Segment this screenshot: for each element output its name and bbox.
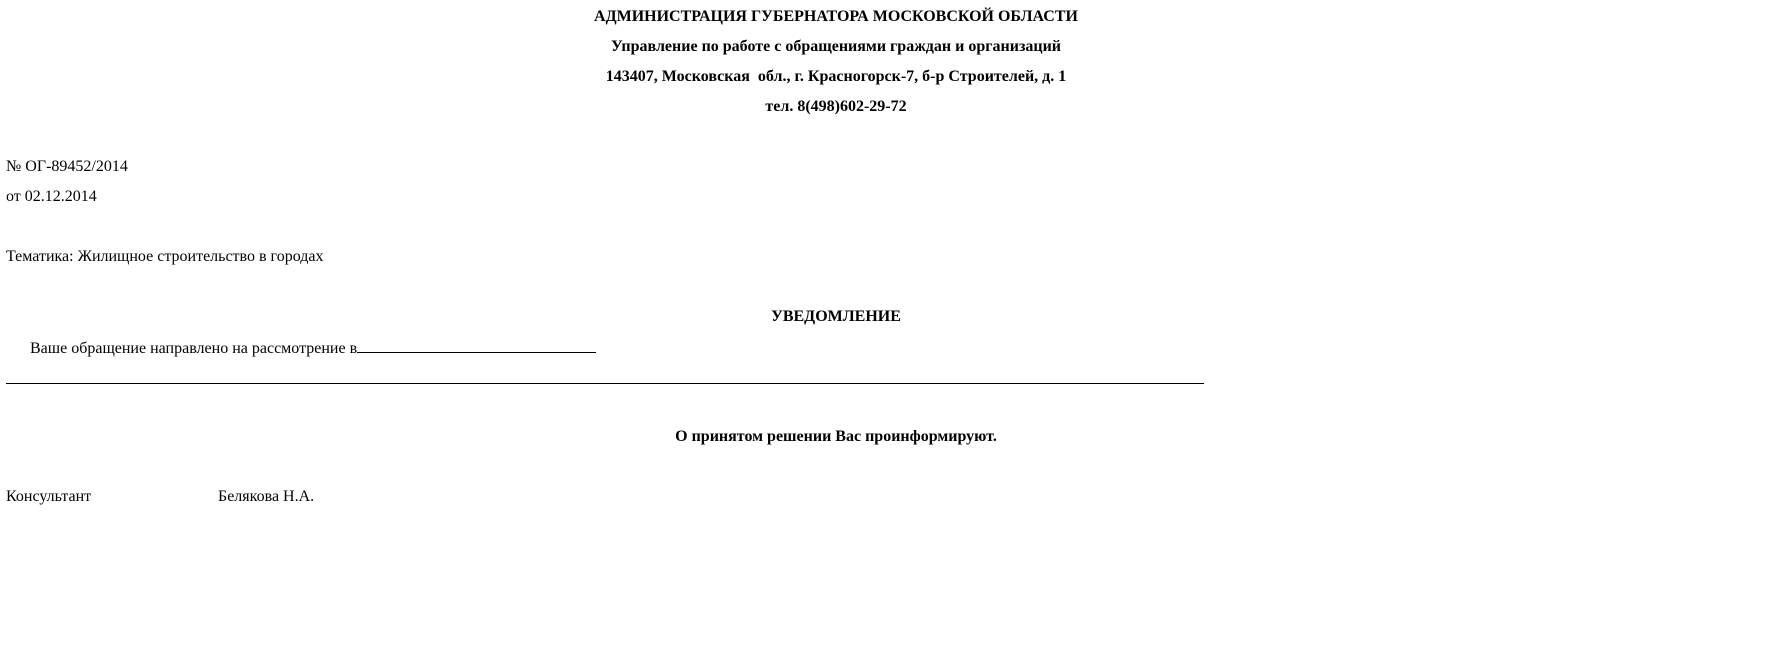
signer-name: Белякова Н.А.	[218, 488, 315, 505]
registration-date: от 02.12.2014	[6, 188, 97, 205]
org-title: АДМИНИСТРАЦИЯ ГУБЕРНАТОРА МОСКОВСКОЙ ОБЛАСТИ	[594, 8, 1078, 25]
notice-body-line	[30, 338, 596, 359]
registration-number: № ОГ-89452/2014	[6, 158, 128, 175]
continuation-blank-line	[6, 383, 1204, 384]
topic-line: Тематика: Жилищное строительство в городах	[6, 248, 324, 265]
org-address: 143407, Московская обл., г. Красногорск-7, б-р Строителей, д. 1	[605, 68, 1067, 85]
notice-title: УВЕДОМЛЕНИЕ	[771, 308, 901, 325]
department-name: Управление по работе с обращениями граждан и организаций	[610, 38, 1062, 55]
signer-position: Консультант	[6, 488, 92, 505]
notice-body-text: Ваше обращение направлено на рассмотрение в	[30, 340, 358, 357]
org-phone: тел. 8(498)602-29-72	[765, 98, 907, 115]
recipient-blank-line	[357, 338, 596, 353]
notice-closing: О принятом решении Вас проинформируют.	[675, 428, 997, 445]
